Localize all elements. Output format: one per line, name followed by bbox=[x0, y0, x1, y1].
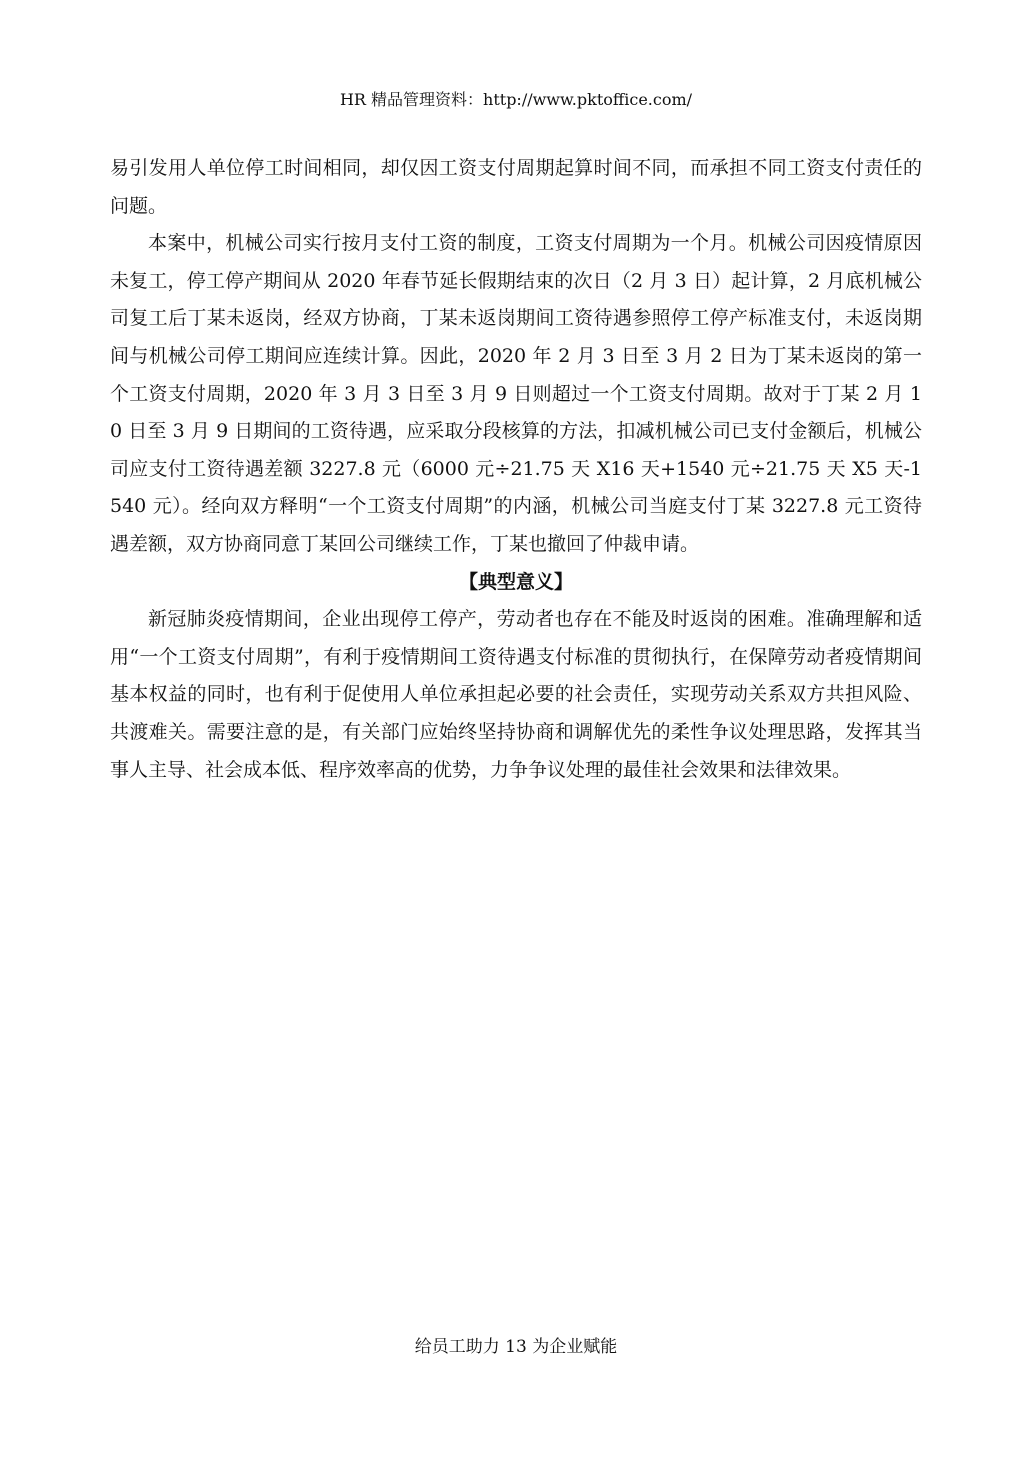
continued-paragraph: 易引发用人单位停工时间相同，却仅因工资支付周期起算时间不同，而承担不同工资支付责任的问题。 bbox=[110, 157, 922, 217]
significance-paragraph: 新冠肺炎疫情期间，企业出现停工停产，劳动者也存在不能及时返岗的困难。准确理解和适用“一个工资支付周期”，有利于疫情期间工资待遇支付标准的贯彻执行，在保障劳动者疫情期间基本权益的同时，也有利于促使用人单位承担起必要的社会责任，实现劳动关系双方共担风险、共渡难关。需要注意的是，有关部门应始终坚持协商和调解优先的柔性争议处理思路，发挥其当事人主导、社会成本低、程序效率高的优势，力争争议处理的最佳社会效果和法律效果。 bbox=[110, 608, 922, 781]
section-heading-significance: 【典型意义】 bbox=[458, 570, 573, 593]
document-body bbox=[110, 150, 922, 789]
case-analysis-paragraph: 本案中，机械公司实行按月支付工资的制度，工资支付周期为一个月。机械公司因疫情原因未复工，停工停产期间从 2020 年春节延长假期结束的次日（2 月 3 日）起计算，2 月底机械公司复工后丁某未返岗，经双方协商，丁某未返岗期间工资待遇参照停工停产标准支付，未返岗期间与机械公司停工期间应连续计算。因此，2020 年 2 月 3 日至 3 月 2 日为丁某未返岗的第一个工资支付周期，2020 年 3 月 3 日至 3 月 9 日则超过一个工资支付周期。故对于丁某 2 月 10 日至 3 月 9 日期间的工资待遇，应采取分段核算的方法，扣减机械公司已支付金额后，机械公司应支付工资待遇差额 3227.8 元（6000 元÷21.75 天 X16 天+1540 元÷21.75 天 X5 天-1540 元）。经向双方释明“一个工资支付周期”的内涵，机械公司当庭支付丁某 3227.8 元工资待遇差额，双方协商同意丁某回公司继续工作，丁某也撤回了仲裁申请。 bbox=[110, 232, 922, 555]
page-footer: 给员工助力 13 为企业赋能 bbox=[414, 1337, 618, 1357]
page-header: HR 精品管理资料：http://www.pktoffice.com/ bbox=[339, 90, 693, 109]
